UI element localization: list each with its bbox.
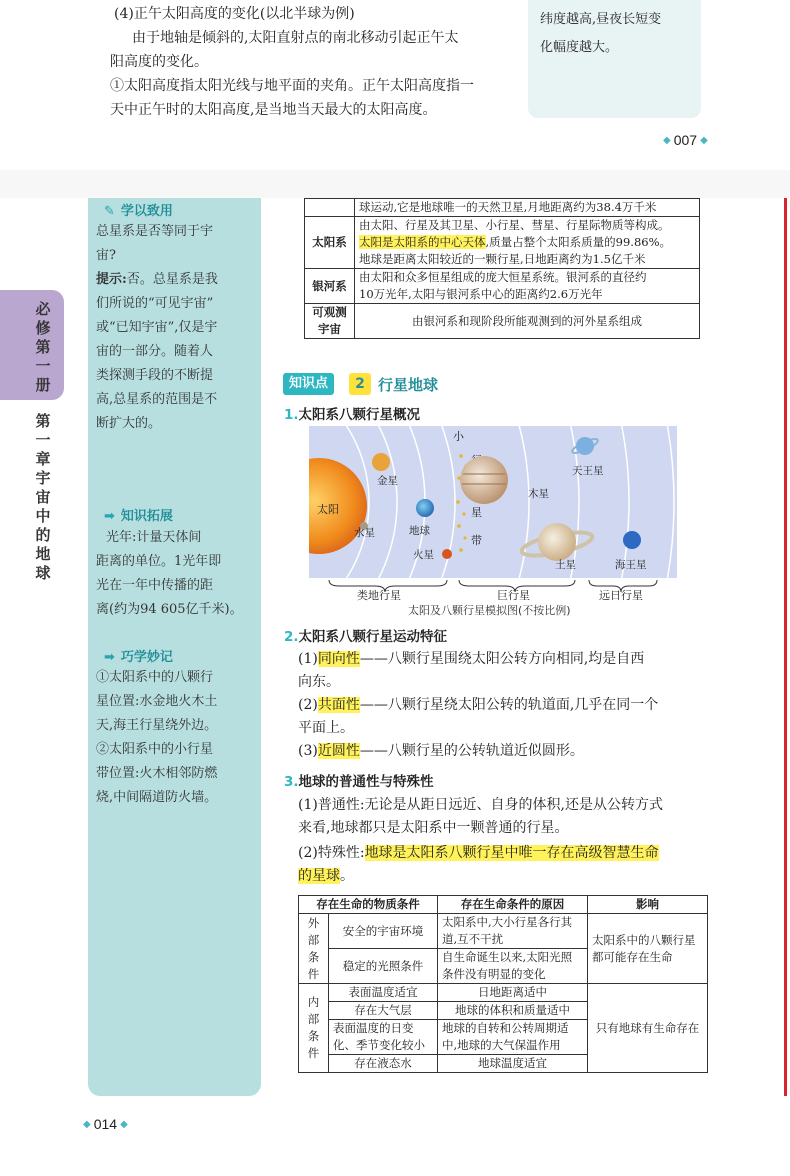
table-cell: 球运动,它是地球唯一的天然卫星,月地距离约为38.4万千米	[355, 199, 700, 217]
table-cell: 存在大气层	[329, 1002, 438, 1020]
mercury-label: 水星	[354, 527, 375, 539]
margin-text: 光在一年中传播的距	[96, 578, 214, 593]
arrow-right-icon: ➡	[104, 650, 115, 665]
uranus-label: 天王星	[572, 465, 604, 477]
highlight: 近圆性	[317, 743, 360, 759]
paragraph: (3)近圆性——八颗行星的公转轨道近似圆形。	[298, 743, 584, 759]
jupiter-label: 木星	[528, 488, 549, 500]
table-row	[305, 269, 700, 304]
venus-icon	[372, 453, 390, 471]
text-line: (4)正午太阳高度的变化(以北半球为例)	[114, 6, 355, 22]
table-cell: 表面温度适宜	[329, 984, 438, 1002]
margin-answer: 高,总星系的范围是不	[96, 392, 218, 407]
tip-text: 纬度越高,昼夜长短变	[540, 12, 662, 27]
section-heading: 3.地球的普通性与特殊性	[284, 774, 434, 790]
highlight: 地球是太阳系八颗行星中唯一存在高级智慧生命	[364, 845, 659, 861]
page-number: ◆ 014 ◆	[83, 1116, 128, 1132]
table-header: 存在生命条件的原因	[438, 896, 588, 914]
group-label: 巨行星	[497, 589, 530, 602]
table-label: 太阳系	[305, 217, 355, 269]
table-cell: 地球温度适宜	[438, 1055, 588, 1073]
table-cell: 太阳系中,大小行星各行其道,互不干扰	[438, 914, 588, 949]
table-cell: 日地距离适中	[438, 984, 588, 1002]
book-tab-label: 必修第一册	[35, 300, 51, 394]
section-heading: 1.太阳系八颗行星概况	[284, 407, 421, 423]
knowledge-point-title: 行星地球	[378, 376, 439, 394]
paragraph: 来看,地球都只是太阳系中一颗普通的行星。	[298, 820, 569, 836]
group-label: 远日行星	[599, 589, 643, 602]
saturn-label: 土星	[555, 559, 576, 571]
table-row	[305, 199, 700, 217]
arrow-right-icon: ➡	[104, 509, 115, 524]
table-cell: 稳定的光照条件	[329, 949, 438, 984]
paragraph: (1)同向性——八颗行星围绕太阳公转方向相同,均是自西	[298, 651, 645, 667]
table-cell: 由太阳和众多恒星组成的庞大恒星系统。银河系的直径约 10万光年,太阳与银河系中心的距离约2.6万光年	[355, 269, 700, 304]
table-row	[305, 304, 700, 339]
margin-text: 星位置:水金地火木土	[96, 694, 218, 709]
table-label: 可观测 宇宙	[305, 304, 355, 339]
margin-text: 带位置:火木相邻防燃	[96, 766, 218, 781]
margin-text: ②太阳系中的小行星	[96, 742, 214, 757]
saturn-icon	[538, 523, 576, 561]
planet-group-brackets	[309, 578, 677, 602]
page-number: ◆ 007 ◆	[663, 132, 708, 148]
sun-label: 太阳	[317, 503, 339, 516]
cosmic-levels-table	[304, 198, 700, 339]
chapter-label: 第一章 宇宙中的地球	[35, 412, 51, 582]
earth-label: 地球	[409, 525, 430, 537]
text-line: 阳高度的变化。	[110, 54, 208, 70]
table-cell: 自生命诞生以来,太阳光照条件没有明显的变化	[438, 949, 588, 984]
margin-text: 距离的单位。1光年即	[96, 554, 222, 569]
margin-heading-memory: ➡ 巧学妙记	[104, 650, 173, 665]
table-cell: 只有地球有生命存在	[588, 984, 708, 1073]
highlight: 同向性	[317, 651, 360, 667]
mars-icon	[442, 549, 452, 559]
table-header: 影响	[588, 896, 708, 914]
group-label: 类地行星	[357, 589, 401, 602]
table-label: 外部条件	[299, 914, 329, 984]
neptune-label: 海王星	[615, 559, 647, 571]
highlight: 共面性	[317, 697, 360, 713]
margin-text: 离(约为94 605亿千米)。	[96, 602, 243, 617]
table-label: 银河系	[305, 269, 355, 304]
table-cell: 表面温度的日变化、季节变化较小	[329, 1020, 438, 1055]
section-heading: 2.太阳系八颗行星运动特征	[284, 629, 448, 645]
text-line: ①太阳高度指太阳光线与地平面的夹角。正午太阳高度指一	[110, 78, 474, 94]
paragraph: (2)特殊性:地球是太阳系八颗行星中唯一存在高级智慧生命	[298, 845, 659, 861]
table-cell: 地球的自转和公转周期适中,地球的大气保温作用	[438, 1020, 588, 1055]
table-label: 内部条件	[299, 984, 329, 1073]
margin-answer: 们所说的“可见宇宙”	[96, 296, 214, 311]
margin-answer: 或“已知宇宙”,仅是宇	[96, 320, 218, 335]
knowledge-point-number: 2	[349, 373, 371, 395]
book-icon: ✎	[104, 204, 115, 219]
margin-text: ①太阳系中的八颗行	[96, 670, 214, 685]
margin-answer: 宙的一部分。随着人	[96, 344, 214, 359]
text-line: 由于地轴是倾斜的,太阳直射点的南北移动引起正午太	[132, 30, 459, 46]
page-gap	[0, 170, 790, 198]
paragraph: 向东。	[298, 674, 340, 690]
neptune-icon	[623, 531, 641, 549]
page-edge-line	[784, 198, 787, 1096]
book-tab	[0, 290, 64, 400]
paragraph: (1)普通性:无论是从距日远近、自身的体积,还是从公转方式	[298, 797, 663, 813]
margin-answer: 断扩大的。	[96, 416, 162, 431]
table-cell: 由太阳、行星及其卫星、小行星、彗星、行星际物质等构成。 太阳是太阳系的中心天体,质量占整个太阳系质量的99.86%。 地球是距离太阳较近的一颗行星,日地距离约为1.5亿千米	[355, 217, 700, 269]
margin-text: 光年:计量天体间	[106, 530, 202, 545]
previous-page-fragment	[0, 0, 790, 170]
text-line: 天中正午时的太阳高度,是当地当天最大的太阳高度。	[110, 102, 437, 118]
highlight: 太阳是太阳系的中心天体	[359, 235, 486, 249]
table-row	[299, 914, 708, 949]
table-row	[305, 217, 700, 269]
knowledge-point-tag: 知识点	[283, 373, 334, 395]
paragraph: 的星球。	[298, 868, 354, 884]
paragraph: 平面上。	[298, 720, 354, 736]
table-cell: 地球的体积和质量适中	[438, 1002, 588, 1020]
margin-answer: 类探测手段的不断提	[96, 368, 214, 383]
margin-heading-extension: ➡ 知识拓展	[104, 509, 173, 524]
tip-box	[528, 0, 701, 118]
life-conditions-table	[298, 895, 708, 1073]
paragraph: (2)共面性——八颗行星绕太阳公转的轨道面,几乎在同一个	[298, 697, 659, 713]
asteroid-label: 小	[453, 430, 464, 443]
table-cell: 安全的宇宙环境	[329, 914, 438, 949]
margin-text: 天,海王行星绕外边。	[96, 718, 218, 733]
table-row	[299, 984, 708, 1002]
tip-text: 化幅度越大。	[540, 40, 619, 55]
earth-icon	[416, 499, 434, 517]
venus-label: 金星	[377, 475, 398, 487]
solar-system-diagram	[309, 426, 677, 578]
table-cell: 存在液态水	[329, 1055, 438, 1073]
table-header: 存在生命的物质条件	[299, 896, 438, 914]
table-cell: 由银河系和现阶段所能观测到的河外星系组成	[355, 304, 700, 339]
margin-question: 宙?	[96, 248, 116, 263]
asteroid-label: 带	[471, 534, 482, 547]
table-header-row	[299, 896, 708, 914]
uranus-icon	[576, 437, 594, 455]
asteroid-label: 星	[471, 506, 482, 519]
mars-label: 火星	[413, 549, 434, 561]
margin-heading-apply: ✎ 学以致用	[104, 204, 173, 219]
highlight: 的星球	[298, 868, 340, 884]
margin-question: 总星系是否等同于宇	[96, 224, 214, 239]
figure-caption: 太阳及八颗行星模拟图(不按比例)	[408, 604, 571, 617]
table-cell: 太阳系中的八颗行星都可能存在生命	[588, 914, 708, 984]
jupiter-icon	[460, 456, 508, 504]
margin-answer: 提示:否。总星系是我	[96, 272, 218, 287]
margin-text: 烧,中间隔道防火墙。	[96, 790, 218, 805]
